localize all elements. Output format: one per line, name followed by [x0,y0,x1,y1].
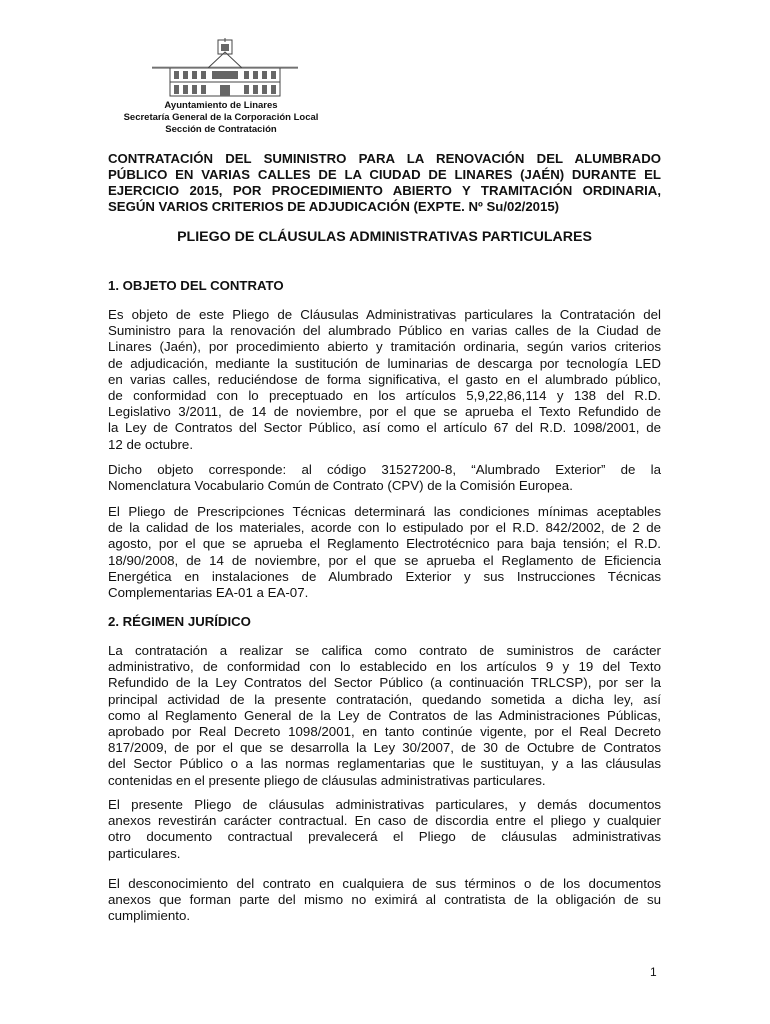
section-1-heading: 1. OBJETO DEL CONTRATO [108,278,284,293]
title-line: EJERCICIO 2015, POR PROCEDIMIENTO ABIERTO Y TRAMITACIÓN ORDINARIA, [108,183,661,198]
text-line: particulares. [108,845,181,861]
section-1-paragraph-1 [108,307,661,453]
text-line: del Sector Público o a las normas reglamentarias que le sustituyan, y a las cláusulas [108,756,661,772]
text-line: El Pliego de Prescripciones Técnicas determinará las condiciones mínimas aceptables [108,504,661,519]
text-line: cumplimiento. [108,908,191,924]
text-line: Energética en instalaciones de Alumbrado Exterior y sus Instrucciones Técnicas [108,568,661,584]
text-line: Linares (Jaén), por procedimiento abierto y tramitación ordinaria, según varios criterios [108,339,661,355]
title-line: CONTRATACIÓN DEL SUMINISTRO PARA LA RENOVACIÓN DEL ALUMBRADO [108,151,661,166]
title-line: SEGÚN VARIOS CRITERIOS DE ADJUDICACIÓN (EXPTE. Nº Su/02/2015) [108,199,560,214]
section-2-paragraph-1 [108,643,661,789]
text-line: de la calidad de los materiales, acorde con lo estipulado por el R.D. 842/2002, de 2 de [108,520,661,536]
text-line: Legislativo 3/2011, de 14 de noviembre, por el que se aprueba el Texto Refundido de [108,404,661,420]
text-line: Nomenclatura Vocabulario Común de Contrato (CPV) de la Comisión Europea. [108,478,573,494]
secretaria-name: Secretaría General de la Corporación Local [123,112,319,123]
text-line: Es objeto de este Pliego de Cláusulas Administrativas particulares la Contratación del [108,307,661,322]
text-line: Refundido de la Ley Contratos del Sector Público (a continuación TRLCSP), por ser la [108,675,661,691]
text-line: principal actividad de la presente contratación, quedando sometida a dicha ley, así [108,691,661,707]
text-line: El presente Pliego de cláusulas administrativas particulares, y demás documentos [108,797,661,812]
text-line: 18/90/2008, de 14 de noviembre, por el que se aprueba el Reglamento de Eficiencia [108,552,661,568]
text-line: Dicho objeto corresponde: al código 31527200-8, “Alumbrado Exterior” de la [108,462,661,477]
section-2-paragraph-2 [108,797,661,862]
section-2-paragraph-3 [108,876,661,925]
text-line: contenidas en el presente pliego de cláusulas administrativas particulares. [108,772,546,788]
text-line: La contratación a realizar se califica como contrato de suministros de carácter [108,643,661,658]
text-line: la Ley de Contratos del Sector Público, así como el artículo 67 del R.D. 1098/2001, de [108,420,661,436]
document-title [108,151,661,215]
town-hall-logo [150,38,300,102]
pliego-title: PLIEGO DE CLÁUSULAS ADMINISTRATIVAS PARTICULARES [177,229,592,245]
text-line: anexos revestirán carácter contractual. En caso de discordia entre el pliego y cualquier [108,813,661,829]
text-line: El desconocimiento del contrato en cualquiera de sus términos o de los documentos [108,876,661,891]
text-line: de adjudicación, mediante la sustitución de luminarias de descarga por tecnología LED [108,355,661,371]
text-line: de conformidad con lo preceptuado en los artículos 5,9,22,86,114 y 138 del R.D. [108,388,661,404]
title-line: PÚBLICO EN VARIAS CALLES DE LA CIUDAD DE LINARES (JAÉN) DURANTE EL [108,167,661,182]
text-line: otro documento contractual prevalecerá el Pliego de cláusulas administrativas [108,829,661,845]
text-line: Complementarias EA-01 a EA-07. [108,585,309,601]
section-1-paragraph-3 [108,504,661,601]
section-1-paragraph-2 [108,462,661,494]
text-line: anexos que forman parte del mismo no eximirá al contratista de la obligación de su [108,892,661,908]
org-name: Ayuntamiento de Linares [164,100,278,111]
text-line: agosto, por el que se aprueba el Reglamento Electrotécnico para baja tensión; el R.D. [108,536,661,552]
text-line: Suministro para la renovación del alumbrado Público en varias calles de la Ciudad de [108,323,661,339]
seccion-name: Sección de Contratación [165,124,277,135]
section-2-heading: 2. RÉGIMEN JURÍDICO [108,614,251,629]
text-line: 12 de octubre. [108,436,194,452]
page-number: 1 [650,965,657,979]
text-line: administrativo, de conformidad con lo establecido en los artículos 9 y 19 del Texto [108,659,661,675]
text-line: 817/2009, de por el que se desarrolla la Ley 30/2007, de 30 de Octubre de Contratos [108,740,661,756]
text-line: en varias calles, reduciéndose de forma significativa, el gasto en el alumbrado público, [108,371,661,387]
text-line: como al Reglamento General de la Ley de Contratos de las Administraciones Públicas, [108,707,661,723]
text-line: aprobado por Real Decreto 1098/2001, en tanto continúe vigente, por el Real Decreto [108,724,661,740]
letterhead [106,100,336,136]
